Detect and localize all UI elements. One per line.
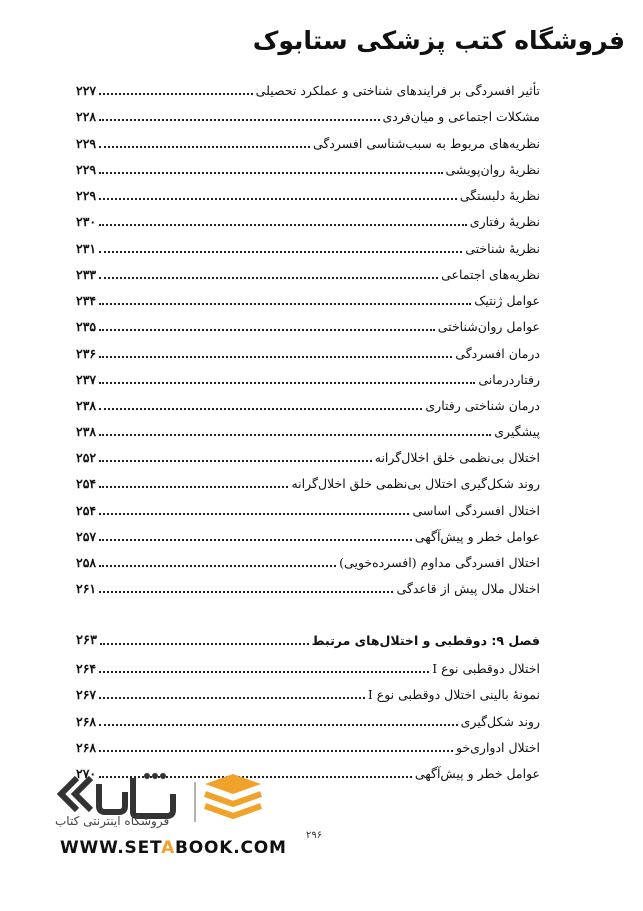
toc-entry-title: عوامل خطر و پیش‌آگهی bbox=[414, 766, 540, 781]
dot-leader bbox=[99, 486, 288, 488]
page-number: ۲۹۶ bbox=[306, 830, 323, 841]
toc-entry bbox=[76, 471, 540, 491]
toc-entry bbox=[76, 419, 540, 439]
toc-entry bbox=[76, 735, 540, 755]
toc-entry bbox=[76, 550, 540, 570]
toc-entry-page: ۲۳۷ bbox=[76, 372, 97, 387]
url-part: WWW.SET bbox=[60, 838, 162, 858]
toc-entry-title: اختلال بی‌نظمی خلق اخلال‌گرانه bbox=[374, 450, 540, 465]
toc-entry bbox=[76, 131, 540, 151]
toc-entry bbox=[76, 576, 540, 596]
toc-entry bbox=[76, 367, 540, 387]
toc-entry-title: اختلال افسردگی مداوم (افسرده‌خویی) bbox=[339, 555, 540, 570]
toc-entry-page: ۲۲۷ bbox=[76, 83, 97, 98]
toc-entry-title: عوامل خطر و پیش‌آگهی bbox=[414, 529, 540, 544]
dot-leader bbox=[99, 198, 457, 200]
toc-entry-title: اختلال افسردگی اساسی bbox=[412, 503, 540, 518]
toc-entry-title: اختلال ملال پیش از قاعدگی bbox=[396, 581, 540, 596]
toc-chapter-heading bbox=[76, 628, 540, 648]
toc-entry-page: ۲۳۱ bbox=[76, 241, 97, 256]
toc-entry bbox=[76, 709, 540, 729]
logo-site-name: فروشگاه اینترنتی کتاب bbox=[55, 814, 170, 828]
dot-leader bbox=[99, 697, 365, 699]
toc-entry-page: ۲۳۸ bbox=[76, 398, 97, 413]
toc-entry-page: ۲۶۱ bbox=[76, 581, 97, 596]
toc-entry-page: ۲۶۳ bbox=[76, 633, 97, 648]
toc-entry-page: ۲۵۸ bbox=[76, 555, 97, 570]
toc-entry-page: ۲۳۳ bbox=[76, 267, 97, 282]
toc-entry-title: روند شکل‌گیری اختلال بی‌نظمی خلق اخلال‌گرانه bbox=[291, 476, 540, 491]
toc-entry-title: تأثیر افسردگی بر فرایندهای شناختی و عملکرد تحصیلی bbox=[255, 83, 540, 98]
toc-entry-page: ۲۵۷ bbox=[76, 529, 97, 544]
toc-entry bbox=[76, 183, 540, 203]
toc-entry bbox=[76, 341, 540, 361]
toc-entry-page: ۲۲۸ bbox=[76, 109, 97, 124]
toc-entry bbox=[76, 314, 540, 334]
dot-leader bbox=[99, 434, 491, 436]
dot-leader bbox=[99, 539, 412, 541]
toc-entry bbox=[76, 445, 540, 465]
toc-entry-page: ۲۳۶ bbox=[76, 346, 97, 361]
toc-entry-title: اختلال دوقطبی نوع I bbox=[432, 661, 540, 676]
dot-leader bbox=[99, 146, 310, 148]
dot-leader bbox=[99, 408, 422, 410]
dot-leader bbox=[100, 643, 309, 645]
url-highlight: A bbox=[161, 838, 176, 858]
toc-entry-page: ۲۳۴ bbox=[76, 293, 97, 308]
toc-entry-page: ۲۷۰ bbox=[76, 766, 97, 781]
toc-entry bbox=[76, 78, 540, 98]
toc-entry bbox=[76, 498, 540, 518]
toc-entry bbox=[76, 262, 540, 282]
toc-entry-page: ۲۲۹ bbox=[76, 162, 97, 177]
toc-entry-title: اختلال ادواری‌خو bbox=[455, 740, 540, 755]
toc-entry-page: ۲۶۸ bbox=[76, 714, 97, 729]
toc-entry bbox=[76, 209, 540, 229]
toc-entry-page: ۲۲۹ bbox=[76, 188, 97, 203]
toc-entry bbox=[76, 524, 540, 544]
toc-entry-title: نظریه‌های اجتماعی bbox=[441, 267, 540, 282]
toc-entry-title: نمونهٔ بالینی اختلال دوقطبی نوع I bbox=[367, 687, 540, 702]
toc-entry-title: درمان افسردگی bbox=[455, 346, 540, 361]
toc-entry bbox=[76, 157, 540, 177]
toc-entry bbox=[76, 288, 540, 308]
toc-chapter-title: فصل ۹: دوقطبی و اختلال‌های مرتبط bbox=[311, 633, 540, 648]
toc-entry-page: ۲۳۸ bbox=[76, 424, 97, 439]
toc-entry-title: نظریهٔ شناختی bbox=[465, 241, 540, 256]
toc-entry bbox=[76, 682, 540, 702]
dot-leader bbox=[99, 460, 372, 462]
toc-entry bbox=[76, 236, 540, 256]
toc-entry-title: پیشگیری bbox=[494, 424, 540, 439]
toc-entry-title: رفتاردرمانی bbox=[478, 372, 540, 387]
toc-entry-page: ۲۲۹ bbox=[76, 136, 97, 151]
toc-entry-title: نظریهٔ روان‌پویشی bbox=[445, 162, 540, 177]
dot-leader bbox=[99, 724, 458, 726]
dot-leader bbox=[99, 591, 393, 593]
url-part: BOOK.COM bbox=[175, 838, 287, 858]
dot-leader bbox=[99, 251, 462, 253]
toc-entry-title: عوامل روان‌شناختی bbox=[437, 319, 540, 334]
toc-entry-page: ۲۶۴ bbox=[76, 661, 97, 676]
dot-leader bbox=[99, 382, 475, 384]
dot-leader bbox=[99, 303, 471, 305]
dot-leader bbox=[99, 172, 442, 174]
toc-entry-title: روند شکل‌گیری bbox=[460, 714, 540, 729]
toc-entry-page: ۲۵۲ bbox=[76, 450, 97, 465]
toc-entry-title: مشکلات اجتماعی و میان‌فردی bbox=[382, 109, 540, 124]
dot-leader bbox=[99, 224, 467, 226]
toc-entry-title: نظریه‌های مربوط به سبب‌شناسی افسردگی bbox=[312, 136, 540, 151]
dot-leader bbox=[99, 119, 379, 121]
toc-entry bbox=[76, 393, 540, 413]
toc-entry-page: ۲۳۵ bbox=[76, 319, 97, 334]
toc-entry bbox=[76, 104, 540, 124]
toc-entry-title: نظریهٔ دلبستگی bbox=[459, 188, 540, 203]
toc-entry-page: ۲۵۴ bbox=[76, 476, 97, 491]
toc-entry-page: ۲۳۰ bbox=[76, 214, 97, 229]
dot-leader bbox=[99, 750, 453, 752]
dot-leader bbox=[99, 513, 409, 515]
dot-leader bbox=[99, 356, 452, 358]
page-title: فروشگاه کتب پزشکی ستابوک bbox=[252, 26, 625, 55]
toc-entry-page: ۲۶۸ bbox=[76, 740, 97, 755]
setabook-logo bbox=[55, 770, 285, 840]
toc-entry bbox=[76, 656, 540, 676]
dot-leader bbox=[99, 93, 253, 95]
dot-leader bbox=[99, 277, 438, 279]
toc-entry-title: درمان شناختی رفتاری bbox=[425, 398, 540, 413]
toc-entry-title: نظریهٔ رفتاری bbox=[469, 214, 540, 229]
toc-entry-page: ۲۵۴ bbox=[76, 503, 97, 518]
website-url bbox=[60, 838, 287, 858]
dot-leader bbox=[99, 565, 336, 567]
dot-leader bbox=[99, 329, 435, 331]
toc-entry-page: ۲۶۷ bbox=[76, 687, 97, 702]
toc-entry-title: عوامل ژنتیک bbox=[474, 293, 540, 308]
dot-leader bbox=[99, 671, 429, 673]
